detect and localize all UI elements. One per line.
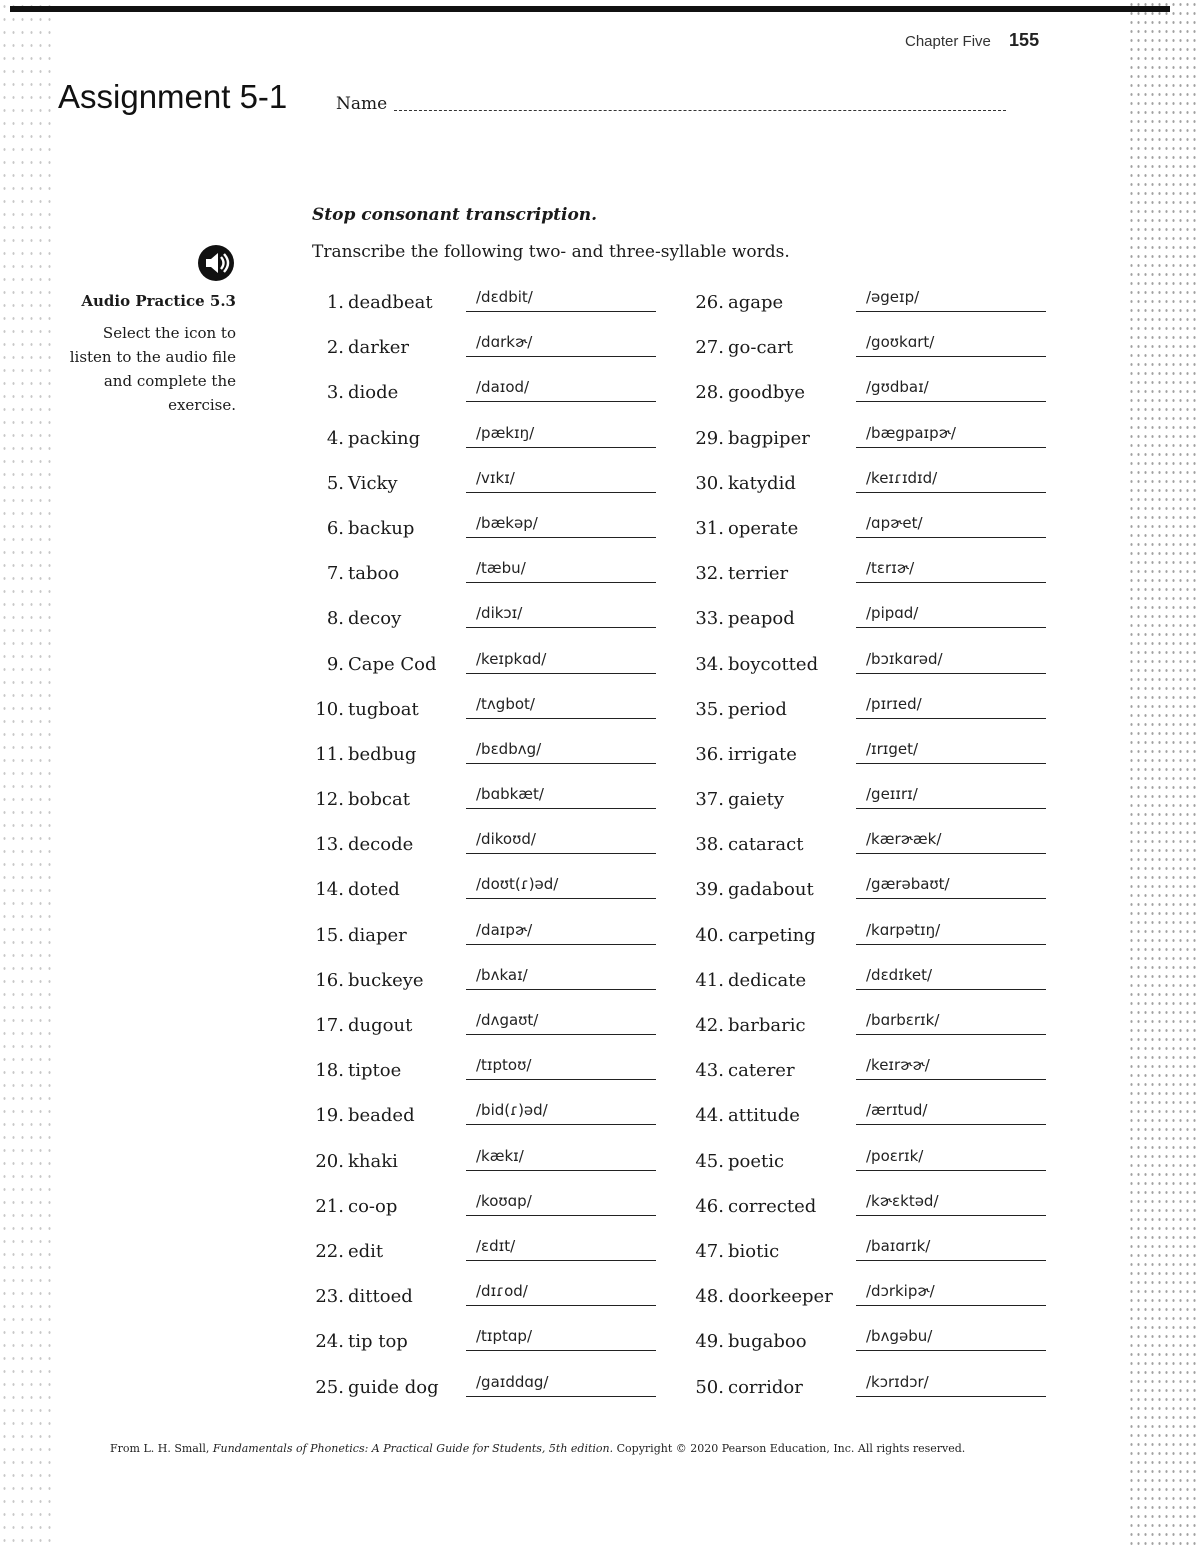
audio-practice-title: Audio Practice 5.3 <box>81 292 236 310</box>
item-number: 45. <box>695 1150 724 1172</box>
scan-edge-left <box>0 0 55 1549</box>
transcription-answer[interactable]: /bʌgəbu/ <box>856 1327 1046 1351</box>
item-number: 47. <box>695 1240 724 1262</box>
transcription-answer[interactable]: /geɪɪrɪ/ <box>856 785 1046 809</box>
chapter-header <box>905 30 1039 51</box>
item-number: 23. <box>315 1286 344 1308</box>
transcription-answer[interactable]: /bɑrbɛrɪk/ <box>856 1011 1046 1035</box>
item-number: 14. <box>315 879 344 901</box>
item-number: 20. <box>315 1150 344 1172</box>
scan-edge-right <box>1128 0 1200 1549</box>
item-number: 4. <box>326 427 344 449</box>
item-word: go-cart <box>728 337 794 359</box>
item-word: doorkeeper <box>728 1286 833 1308</box>
item-word: dedicate <box>728 969 807 991</box>
item-number: 50. <box>695 1376 724 1398</box>
item-word: tugboat <box>348 698 419 720</box>
item-number: 31. <box>695 517 724 539</box>
item-number: 35. <box>695 698 724 720</box>
name-label: Name <box>336 94 388 114</box>
item-word: darker <box>348 337 410 359</box>
item-number: 34. <box>695 653 724 675</box>
item-number: 7. <box>326 563 344 585</box>
item-number: 49. <box>695 1331 724 1353</box>
item-word: carpeting <box>728 924 816 946</box>
item-word: barbaric <box>728 1015 806 1036</box>
item-number: 10. <box>315 698 344 720</box>
transcription-answer[interactable]: /keɪɾɪdɪd/ <box>856 469 1046 493</box>
transcription-answer[interactable]: /bɛdbʌg/ <box>466 740 656 764</box>
item-number: 36. <box>695 743 724 765</box>
item-number: 25. <box>315 1376 344 1398</box>
transcription-answer[interactable]: /ɛdɪt/ <box>466 1237 656 1261</box>
item-number: 13. <box>315 834 344 856</box>
transcription-answer[interactable]: /keɪpkɑd/ <box>466 650 656 674</box>
item-word: tiptoe <box>348 1060 402 1082</box>
transcription-answer[interactable]: /kɑrpətɪŋ/ <box>856 921 1046 945</box>
item-word: packing <box>348 427 421 449</box>
item-word: buckeye <box>348 969 424 991</box>
transcription-answer[interactable]: /tæbu/ <box>466 559 656 583</box>
instructions: Transcribe the following two- and three-syllable words. <box>312 242 790 262</box>
item-number: 11. <box>315 743 344 765</box>
footer-book-title: Fundamentals of Phonetics: A Practical Guide for Students, 5th edition. <box>212 1442 614 1455</box>
item-number: 37. <box>695 789 724 811</box>
item-number: 15. <box>315 924 344 946</box>
footer-suffix: Copyright © 2020 Pearson Education, Inc. All rights reserved. <box>613 1442 966 1455</box>
item-number: 32. <box>695 563 724 585</box>
item-word: guide dog <box>348 1376 439 1398</box>
item-word: operate <box>728 517 799 539</box>
item-number: 39. <box>695 879 724 901</box>
transcription-answer[interactable]: /keɪrɚɚ/ <box>856 1056 1046 1080</box>
item-word: dittoed <box>348 1286 413 1308</box>
transcription-answer[interactable]: /dɔrkipɚ/ <box>856 1282 1046 1306</box>
transcription-answer[interactable]: /baɪɑrɪk/ <box>856 1237 1046 1261</box>
transcription-answer[interactable]: /vɪkɪ/ <box>466 469 656 493</box>
transcription-answer[interactable]: /pɪrɪed/ <box>856 695 1046 719</box>
item-number: 42. <box>695 1015 724 1036</box>
transcription-answer[interactable]: /bɔɪkɑrəd/ <box>856 650 1046 674</box>
transcription-answer[interactable]: /dɪɾod/ <box>466 1282 656 1306</box>
item-number: 33. <box>695 608 724 630</box>
item-word: beaded <box>348 1105 415 1127</box>
item-word: diode <box>348 382 399 404</box>
transcription-answer[interactable]: /bægpaɪpɚ/ <box>856 424 1046 448</box>
item-number: 9. <box>326 653 344 675</box>
footer-prefix: From L. H. Small, <box>110 1442 213 1455</box>
item-number: 24. <box>315 1331 344 1353</box>
copyright-footer <box>110 1442 1010 1455</box>
transcription-answer[interactable]: /bʌkaɪ/ <box>466 966 656 990</box>
page-number: 155 <box>1009 30 1040 50</box>
item-number: 3. <box>326 382 344 404</box>
item-number: 16. <box>315 969 344 991</box>
item-word: bugaboo <box>728 1331 807 1353</box>
item-number: 22. <box>315 1240 344 1262</box>
item-number: 30. <box>695 472 724 494</box>
item-word: goodbye <box>728 382 806 404</box>
item-number: 26. <box>695 292 724 313</box>
item-word: gadabout <box>728 879 814 901</box>
transcription-answer[interactable]: /gaɪddɑg/ <box>466 1373 656 1397</box>
transcription-answer[interactable]: /pækɪŋ/ <box>466 424 656 448</box>
item-word: diaper <box>348 924 407 946</box>
item-number: 12. <box>315 789 344 811</box>
transcription-answer[interactable]: /gærəbaʊt/ <box>856 875 1046 899</box>
item-word: edit <box>348 1240 384 1262</box>
transcription-answer[interactable]: /tʌgbot/ <box>466 695 656 719</box>
item-number: 41. <box>695 969 724 991</box>
item-word: boycotted <box>728 653 819 675</box>
transcription-answer[interactable]: /dʌgaʊt/ <box>466 1011 656 1035</box>
transcription-answer[interactable]: /pipɑd/ <box>856 604 1046 628</box>
item-word: tip top <box>348 1331 408 1353</box>
item-word: backup <box>348 517 415 539</box>
item-number: 8. <box>326 608 344 630</box>
item-word: peapod <box>728 608 795 630</box>
item-word: Vicky <box>348 472 398 494</box>
transcription-answer[interactable]: /ɑpɚet/ <box>856 514 1046 538</box>
transcription-answer[interactable]: /əgeɪp/ <box>856 288 1046 312</box>
transcription-answer[interactable]: /dikɔɪ/ <box>466 604 656 628</box>
item-word: co-op <box>348 1195 398 1217</box>
item-number: 44. <box>695 1105 724 1127</box>
item-word: irrigate <box>728 743 797 765</box>
item-number: 18. <box>315 1060 344 1082</box>
item-number: 46. <box>695 1195 724 1217</box>
item-word: katydid <box>728 472 796 494</box>
transcription-answer[interactable]: /kɚɛktəd/ <box>856 1192 1046 1216</box>
transcription-answer[interactable]: /tɛrɪɚ/ <box>856 559 1046 583</box>
item-word: agape <box>728 292 784 313</box>
item-word: deadbeat <box>348 292 433 313</box>
item-number: 2. <box>326 337 344 359</box>
transcription-answer[interactable]: /bɑbkæt/ <box>466 785 656 809</box>
item-word: corridor <box>728 1376 803 1398</box>
item-number: 27. <box>695 337 724 359</box>
item-word: cataract <box>728 834 804 856</box>
transcription-answer[interactable]: /bækəp/ <box>466 514 656 538</box>
item-word: corrected <box>728 1195 817 1217</box>
item-number: 40. <box>695 924 724 946</box>
item-word: doted <box>348 879 400 901</box>
transcription-answer[interactable]: /gʊdbaɪ/ <box>856 378 1046 402</box>
item-number: 1. <box>326 292 344 313</box>
item-word: khaki <box>348 1150 398 1172</box>
item-word: terrier <box>728 563 789 585</box>
item-word: bobcat <box>348 789 410 811</box>
item-word: caterer <box>728 1060 795 1082</box>
chapter-label: Chapter Five <box>905 33 991 50</box>
item-number: 28. <box>695 382 724 404</box>
transcription-answer[interactable]: /daɪod/ <box>466 378 656 402</box>
transcription-answer[interactable]: /ɪrɪget/ <box>856 740 1046 764</box>
item-word: dugout <box>348 1015 413 1036</box>
transcription-answer[interactable]: /doʊt(ɾ)əd/ <box>466 875 656 899</box>
transcription-answer[interactable]: /ærɪtud/ <box>856 1101 1046 1125</box>
item-number: 29. <box>695 427 724 449</box>
item-word: decoy <box>348 608 402 630</box>
transcription-answer[interactable]: /tɪptoʊ/ <box>466 1056 656 1080</box>
item-word: gaiety <box>728 789 785 811</box>
item-number: 48. <box>695 1286 724 1308</box>
transcription-answer[interactable]: /bid(ɾ)əd/ <box>466 1101 656 1125</box>
item-number: 6. <box>326 517 344 539</box>
item-number: 21. <box>315 1195 344 1217</box>
item-word: attitude <box>728 1105 800 1127</box>
item-number: 38. <box>695 834 724 856</box>
item-word: poetic <box>728 1150 785 1172</box>
transcription-answer[interactable]: /kɔrɪdɔr/ <box>856 1373 1046 1397</box>
transcription-answer[interactable]: /goʊkɑrt/ <box>856 333 1046 357</box>
item-number: 19. <box>315 1105 344 1127</box>
transcription-answer[interactable]: /poɛrɪk/ <box>856 1147 1046 1171</box>
transcription-answer[interactable]: /kækɪ/ <box>466 1147 656 1171</box>
section-title: Stop consonant transcription. <box>312 205 598 225</box>
transcription-answer[interactable]: /dɛdbit/ <box>466 288 656 312</box>
item-word: bedbug <box>348 743 417 765</box>
item-word: taboo <box>348 563 400 585</box>
item-word: biotic <box>728 1240 780 1262</box>
item-number: 5. <box>326 472 344 494</box>
transcription-answer[interactable]: /koʊɑp/ <box>466 1192 656 1216</box>
audio-practice-text: Select the icon to listen to the audio file and complete the exercise. <box>69 324 236 414</box>
transcription-answer[interactable]: /dɛdɪket/ <box>856 966 1046 990</box>
transcription-answer[interactable]: /kærɚæk/ <box>856 830 1046 854</box>
item-number: 17. <box>315 1015 344 1036</box>
item-word: bagpiper <box>728 427 810 449</box>
transcription-answer[interactable]: /dɑrkɚ/ <box>466 333 656 357</box>
item-number: 43. <box>695 1060 724 1082</box>
item-word: decode <box>348 834 414 856</box>
item-word: period <box>728 698 787 720</box>
speaker-icon[interactable] <box>197 244 235 282</box>
transcription-answer[interactable]: /dikoʊd/ <box>466 830 656 854</box>
page-top-border <box>10 6 1170 12</box>
assignment-title: Assignment 5-1 <box>58 78 288 115</box>
name-field[interactable] <box>394 110 1006 111</box>
transcription-answer[interactable]: /daɪpɚ/ <box>466 921 656 945</box>
item-word: Cape Cod <box>348 653 437 675</box>
transcription-answer[interactable]: /tɪptɑp/ <box>466 1327 656 1351</box>
